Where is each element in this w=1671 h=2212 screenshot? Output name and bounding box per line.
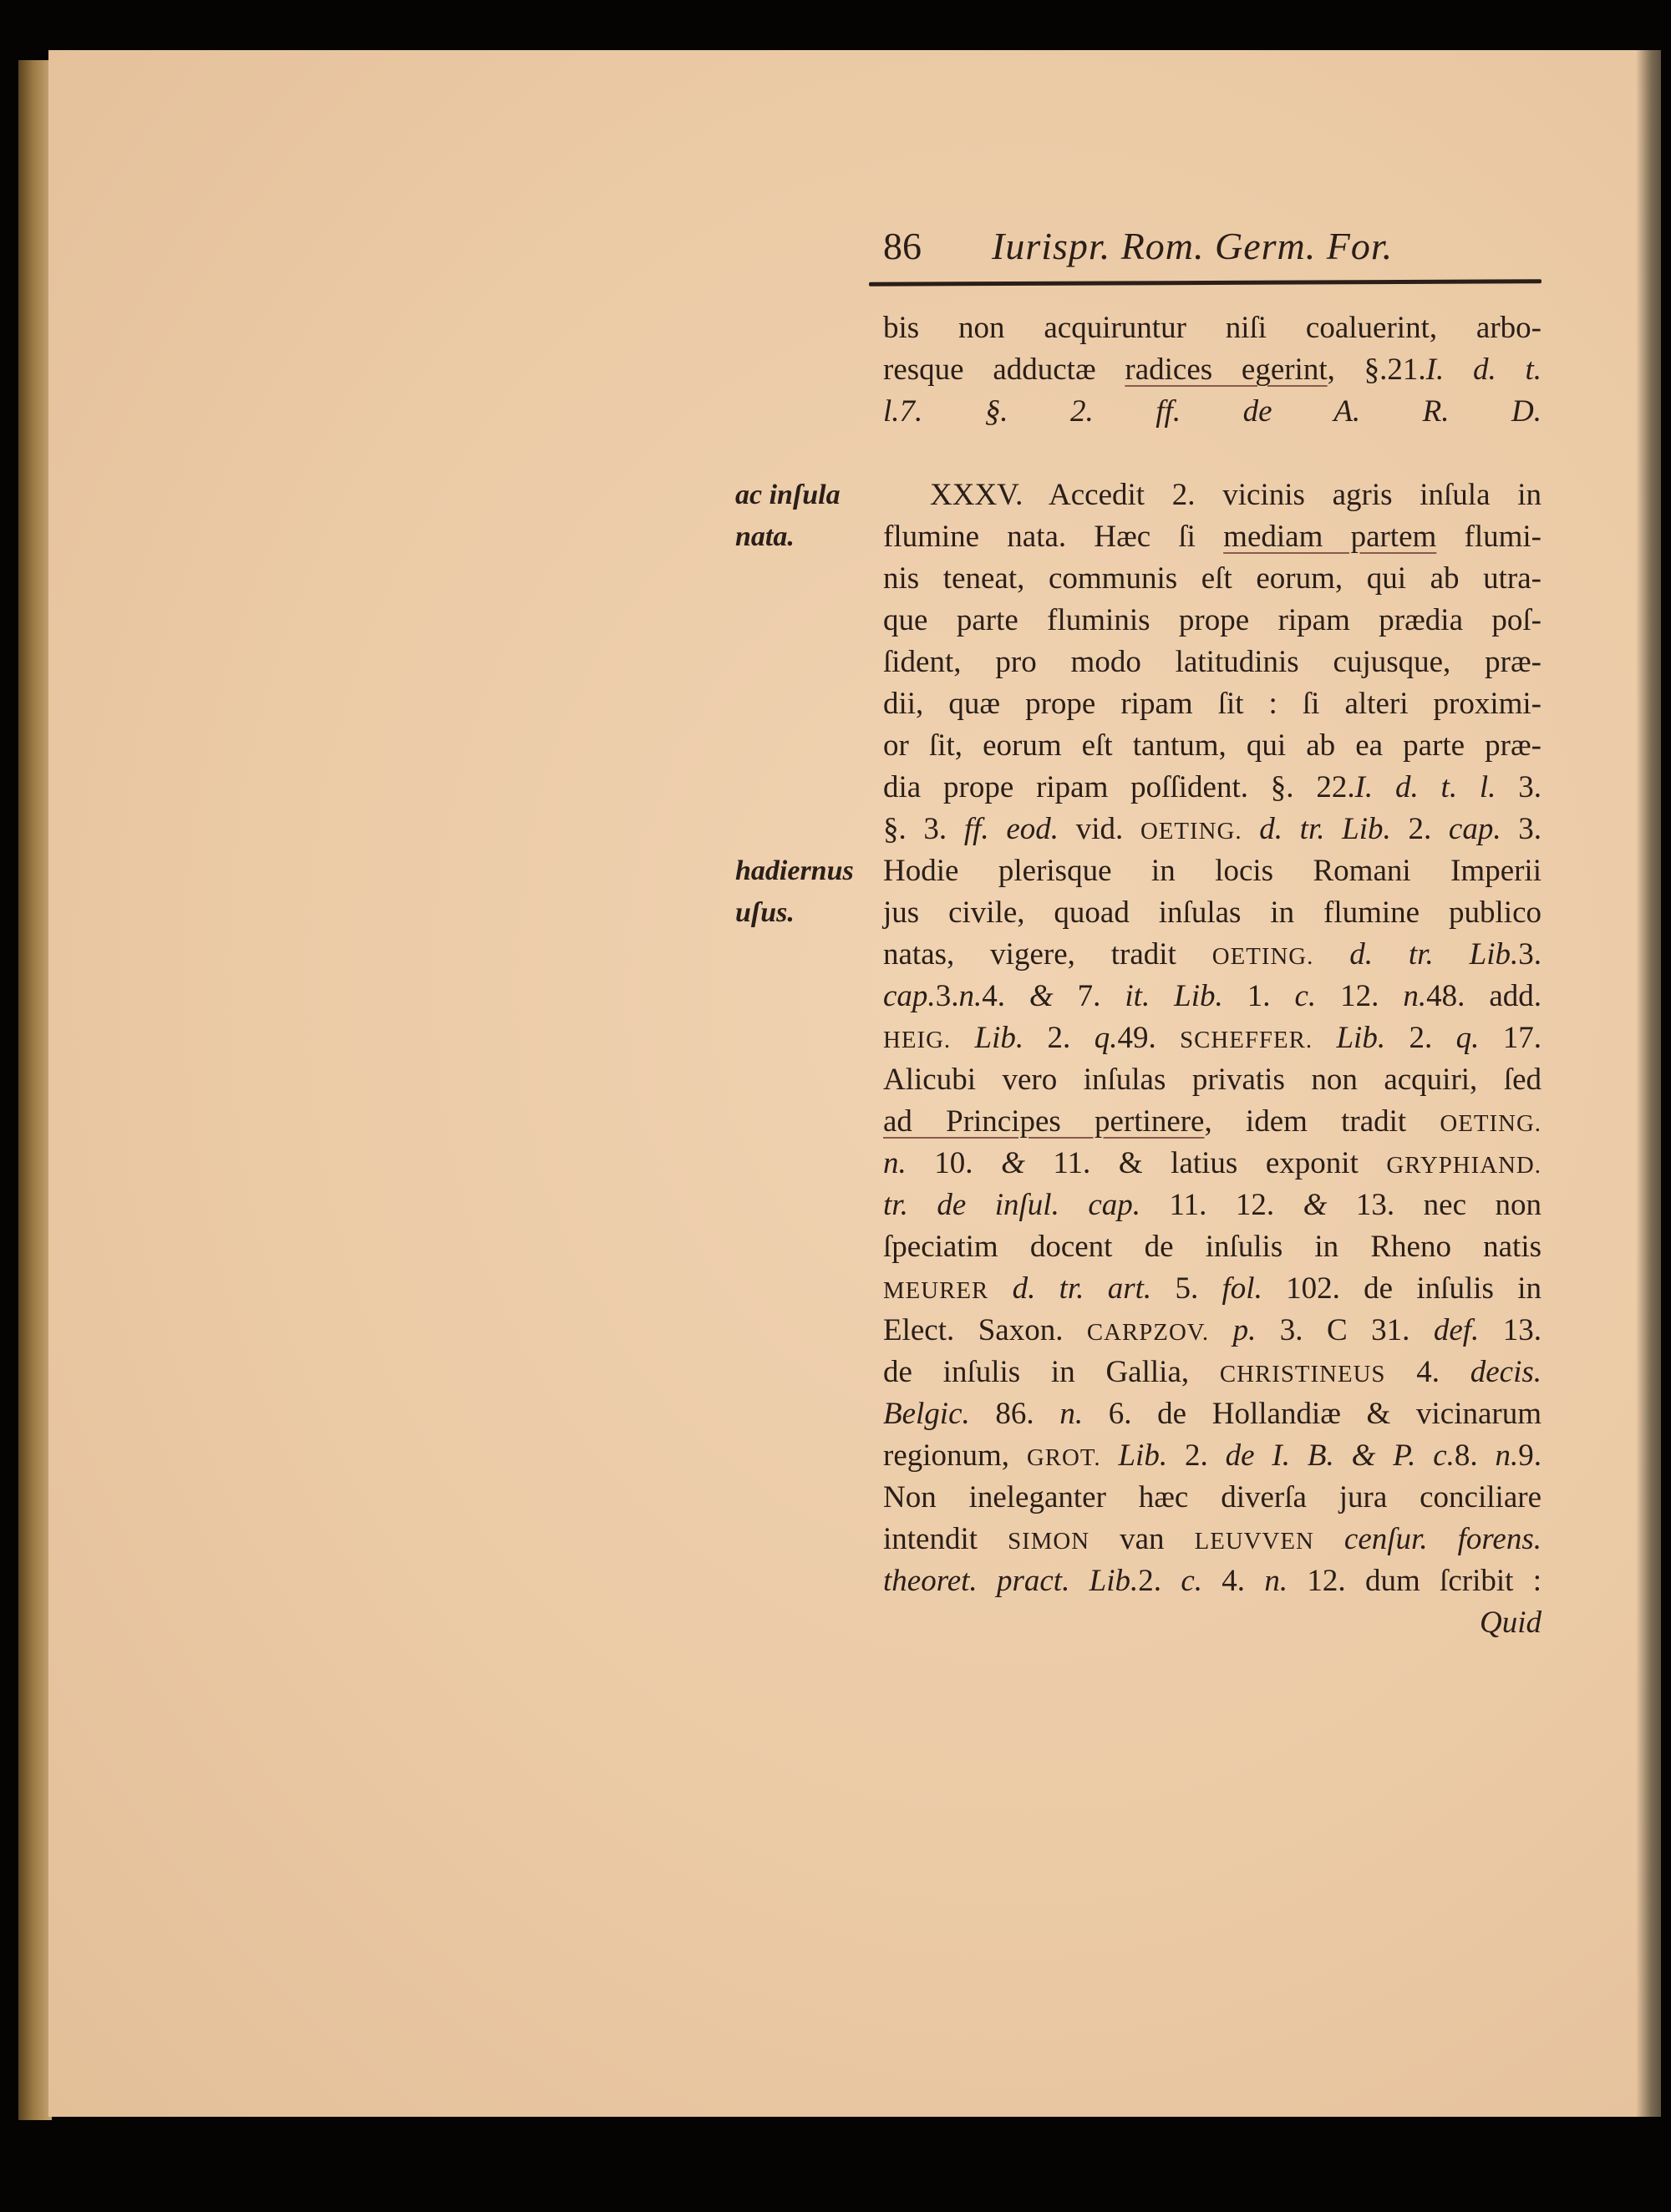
author-name: LEUVVEN	[1194, 1528, 1314, 1555]
body-text	[883, 307, 1541, 1644]
page-fore-edge	[1636, 50, 1661, 2117]
text-segment: ſpeciatim docent de inſulis in Rheno natis	[883, 1230, 1541, 1264]
text-segment: 2.	[1167, 1438, 1226, 1473]
text-segment: 49.	[1117, 1021, 1181, 1055]
author-name: OETING.	[1440, 1110, 1541, 1137]
text-segment: 10.	[906, 1146, 1002, 1180]
margin-note-line: ac inſula	[735, 479, 841, 510]
italic-citation: it. Lib.	[1125, 979, 1223, 1013]
text-segment: resque adductæ	[883, 353, 1125, 387]
italic-citation: Quid	[1480, 1606, 1541, 1640]
text-line	[883, 1143, 1541, 1185]
text-line	[883, 1393, 1541, 1435]
text-segment: 6. de Hollandiæ & vicinarum	[1083, 1397, 1542, 1431]
text-line	[883, 307, 1541, 349]
text-segment: 2.	[1385, 1021, 1456, 1055]
text-segment: 86.	[969, 1397, 1060, 1431]
underlined-text: mediam partem	[1223, 520, 1437, 554]
text-segment: §. 3.	[883, 812, 964, 846]
text-segment: 12. dum ſcribit :	[1288, 1564, 1541, 1598]
author-name: MEURER	[883, 1277, 989, 1304]
text-segment: 11. & latius exponit	[1024, 1146, 1387, 1180]
text-line	[883, 892, 1541, 934]
text-segment: flumine nata. Hæc ſi	[883, 520, 1224, 554]
italic-citation: n.	[1059, 1397, 1084, 1431]
text-segment: 4.	[1202, 1564, 1265, 1598]
italic-citation: &	[1303, 1188, 1328, 1222]
author-name: HEIG.	[883, 1027, 952, 1053]
text-segment: que parte fluminis prope ripam prædia poſ-	[883, 603, 1541, 637]
text-segment: vid.	[1059, 812, 1140, 846]
italic-citation: decis.	[1470, 1355, 1542, 1389]
text-line	[883, 516, 1541, 558]
italic-citation: d. tr. art.	[988, 1271, 1152, 1306]
text-line	[883, 1185, 1541, 1226]
text-segment: 17.	[1479, 1021, 1542, 1055]
running-title: Iurispr. Rom. Germ. For.	[992, 225, 1394, 267]
text-segment: bis non acquiruntur niſi coaluerint, arbo-	[883, 311, 1541, 345]
text-line	[883, 558, 1541, 600]
author-name: OETING.	[1211, 943, 1314, 970]
blank-line	[883, 433, 1541, 474]
italic-citation: q.	[1094, 1021, 1118, 1055]
italic-citation: Lib.	[951, 1021, 1024, 1055]
italic-citation: cap.	[883, 979, 936, 1013]
text-segment: 7.	[1053, 979, 1125, 1013]
text-segment: Hodie plerisque in locis Romani Imperii	[883, 854, 1541, 888]
text-segment: ſident, pro modo latitudinis cujusque, præ-	[883, 645, 1541, 679]
text-segment: 5.	[1151, 1271, 1222, 1306]
italic-citation: def.	[1433, 1313, 1480, 1347]
text-segment: 2.	[1138, 1564, 1181, 1598]
text-segment: , idem tradit	[1204, 1104, 1440, 1139]
italic-citation: n.	[1495, 1438, 1519, 1473]
text-segment: jus civile, quoad inſulas in flumine publico	[883, 895, 1541, 930]
text-line	[883, 1310, 1541, 1352]
text-segment: natas, vigere, tradit	[883, 937, 1212, 972]
italic-citation: c.	[1181, 1564, 1202, 1598]
italic-citation: &	[1001, 1146, 1025, 1180]
catchword	[883, 1602, 1541, 1644]
text-segment: Non ineleganter hæc diverſa jura conciliare	[883, 1480, 1541, 1514]
text-segment: 4.	[1385, 1355, 1470, 1389]
text-segment: 12.	[1316, 979, 1404, 1013]
italic-citation: q.	[1455, 1021, 1480, 1055]
text-line	[883, 1352, 1541, 1393]
italic-citation: d. tr. Lib.	[1242, 812, 1391, 846]
author-name: OETING.	[1140, 818, 1242, 845]
text-line	[883, 725, 1541, 767]
italic-citation: tr. de inſul. cap.	[883, 1188, 1140, 1222]
text-line	[883, 474, 1541, 516]
text-line	[883, 976, 1541, 1017]
italic-citation: Belgic.	[883, 1397, 970, 1431]
margin-note-line: uſus.	[735, 897, 795, 928]
italic-citation: de I. B. & P. c.	[1225, 1438, 1455, 1473]
italic-citation: theoret. pract. Lib.	[883, 1564, 1139, 1598]
margin-note-line: hadiernus	[735, 855, 854, 886]
text-segment: 3.	[1518, 937, 1541, 972]
text-segment: 4.	[982, 979, 1029, 1013]
text-segment: or ſit, eorum eſt tantum, qui ab ea parte præ-	[883, 728, 1541, 763]
text-line	[883, 391, 1541, 433]
text-line	[883, 1560, 1541, 1602]
text-segment: 1.	[1222, 979, 1295, 1013]
text-line	[883, 1017, 1541, 1059]
author-name: CARPZOV.	[1086, 1319, 1210, 1346]
author-name: GRYPHIAND.	[1386, 1152, 1541, 1179]
text-line	[883, 1519, 1541, 1560]
text-segment: flumi-	[1436, 520, 1541, 554]
text-segment: 8.	[1454, 1438, 1496, 1473]
text-segment: 11. 12.	[1140, 1188, 1303, 1222]
italic-citation: n.	[1403, 979, 1427, 1013]
text-line	[883, 1101, 1541, 1143]
text-line	[883, 1226, 1541, 1268]
text-segment: de inſulis in Gallia,	[883, 1355, 1220, 1389]
text-line	[883, 683, 1541, 725]
text-line	[883, 642, 1541, 683]
author-name: CHRISTINEUS	[1219, 1361, 1386, 1388]
italic-citation: c.	[1294, 979, 1317, 1013]
italic-citation: p.	[1209, 1313, 1257, 1347]
text-line	[883, 1268, 1541, 1310]
italic-citation: n.	[1264, 1564, 1288, 1598]
text-line	[883, 850, 1541, 892]
underlined-text: radices egerint	[1125, 353, 1328, 387]
italic-citation: n.	[958, 979, 983, 1013]
italic-citation: l.7. §. 2. ff. de A. R. D.	[883, 394, 1541, 429]
italic-citation: I. d. t. l.	[1354, 770, 1496, 804]
text-segment: 2.	[1023, 1021, 1095, 1055]
text-segment: 2.	[1390, 812, 1449, 846]
text-segment: 3.	[1496, 770, 1541, 804]
text-segment: Alicubi vero inſulas privatis non acquiri, ſed	[883, 1063, 1541, 1097]
text-line	[883, 767, 1541, 809]
text-segment: , §.21.	[1327, 353, 1426, 387]
italic-citation: Lib.	[1313, 1021, 1386, 1055]
italic-citation: ff. eod.	[963, 812, 1059, 846]
text-segment: 13.	[1479, 1313, 1542, 1347]
text-segment: 102. de inſulis in	[1262, 1271, 1541, 1306]
italic-citation: I. d. t.	[1425, 353, 1541, 387]
text-segment: dia prope ripam poſſident. §. 22.	[883, 770, 1355, 804]
margin-note-usus	[735, 850, 854, 934]
page-number: 86	[883, 225, 922, 267]
text-line	[883, 1059, 1541, 1101]
italic-citation: cenſur. forens.	[1313, 1522, 1541, 1556]
text-segment: dii, quæ prope ripam ſit : ſi alteri proximi-	[883, 687, 1541, 721]
text-line	[883, 349, 1541, 391]
italic-citation: Lib.	[1100, 1438, 1168, 1473]
text-segment: 48. add.	[1426, 979, 1542, 1013]
underlined-text: ad Principes pertinere	[883, 1104, 1205, 1139]
book-spine-edge	[18, 60, 52, 2120]
text-segment: intendit	[883, 1522, 1008, 1556]
running-header	[883, 224, 1543, 274]
author-name: GROT.	[1026, 1444, 1101, 1471]
margin-note-line: nata.	[735, 521, 795, 552]
text-segment: XXXV. Accedit 2. vicinis agris inſula in	[930, 478, 1541, 512]
text-segment: Elect. Saxon.	[883, 1313, 1087, 1347]
text-line	[883, 600, 1541, 642]
margin-note-insula	[735, 474, 841, 558]
text-line	[883, 1435, 1541, 1477]
italic-citation: d. tr. Lib.	[1313, 937, 1519, 972]
text-segment: 3.	[1501, 812, 1542, 846]
italic-citation: &	[1029, 979, 1054, 1013]
text-segment: 9.	[1518, 1438, 1542, 1473]
italic-citation: cap.	[1448, 812, 1501, 846]
author-name: SIMON	[1008, 1528, 1090, 1555]
text-segment: 13. nec non	[1327, 1188, 1541, 1222]
text-segment: 3. C 31.	[1256, 1313, 1434, 1347]
text-segment: van	[1089, 1522, 1195, 1556]
text-segment: nis teneat, communis eſt eorum, qui ab utra-	[883, 561, 1541, 596]
text-line	[883, 1477, 1541, 1519]
author-name: SCHEFFER.	[1180, 1027, 1313, 1053]
italic-citation: n.	[883, 1146, 907, 1180]
text-segment: regionum,	[883, 1438, 1027, 1473]
text-line	[883, 934, 1541, 976]
text-segment: 3.	[935, 979, 959, 1013]
text-line	[883, 809, 1541, 850]
italic-citation: fol.	[1222, 1271, 1262, 1306]
